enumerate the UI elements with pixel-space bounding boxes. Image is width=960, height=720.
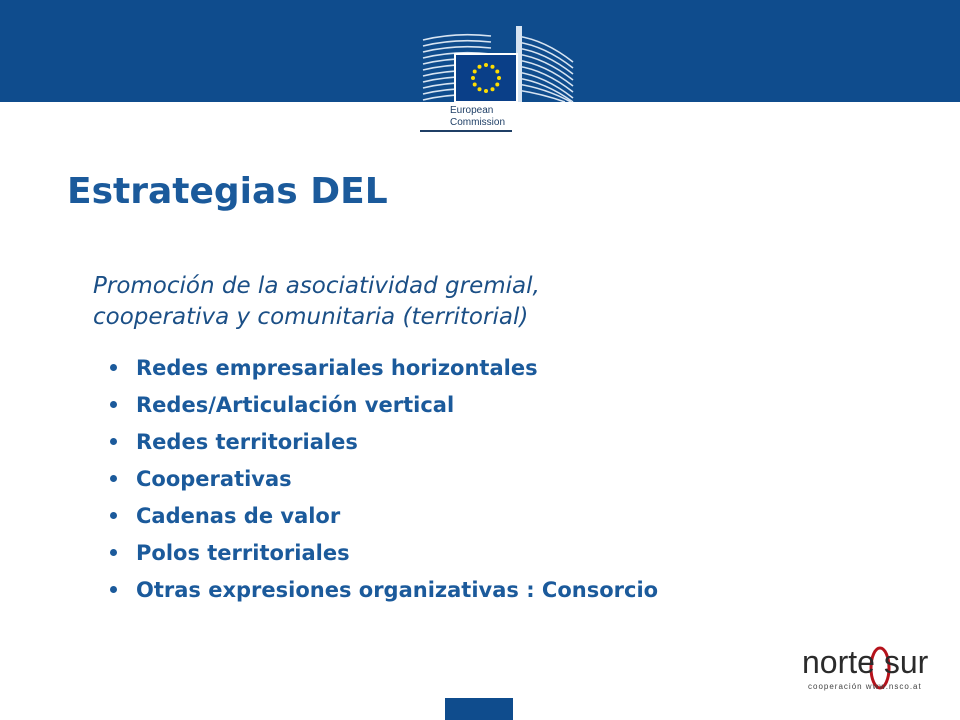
bullet-item (108, 428, 658, 465)
nortesur-wordmark: norte sur (802, 644, 929, 680)
bullet-item (108, 391, 658, 428)
nortesur-logo (802, 644, 936, 696)
bullet-text: Cooperativas (136, 467, 292, 491)
bullet-dot-icon (110, 401, 117, 408)
bullet-item (108, 465, 658, 502)
nortesur-tagline: cooperación www.nsco.at (808, 682, 922, 691)
bullet-text: Cadenas de valor (136, 504, 341, 528)
bullet-text: Redes/Articulación vertical (136, 393, 455, 417)
footer-tab (445, 698, 513, 720)
bullet-text: Otras expresiones organizativas : Consorcio (136, 578, 659, 602)
logo-underline (420, 130, 512, 132)
bullet-text: Polos territoriales (136, 541, 350, 565)
logo-line-1: European (450, 105, 494, 116)
bullet-dot-icon (110, 475, 117, 482)
european-commission-wordmark (450, 105, 505, 129)
bullet-dot-icon (110, 512, 117, 519)
bullet-text: Redes empresariales horizontales (136, 356, 538, 380)
bullet-item (108, 502, 658, 539)
bullet-item (108, 539, 658, 576)
intro-line-1: Promoción de la asociatividad gremial, (93, 273, 540, 299)
bullet-dot-icon (110, 438, 117, 445)
bullet-dot-icon (110, 586, 117, 593)
intro-text (93, 271, 793, 333)
logo-line-2: Commission (450, 117, 506, 128)
bullet-dot-icon (110, 549, 117, 556)
bullet-item (108, 354, 658, 391)
bullet-list (108, 354, 658, 613)
bullet-dot-icon (110, 364, 117, 371)
bullet-item (108, 576, 658, 613)
slide-title: Estrategias DEL (67, 171, 388, 212)
bullet-text: Redes territoriales (136, 430, 358, 454)
intro-line-2: cooperativa y comunitaria (territorial) (93, 304, 529, 330)
